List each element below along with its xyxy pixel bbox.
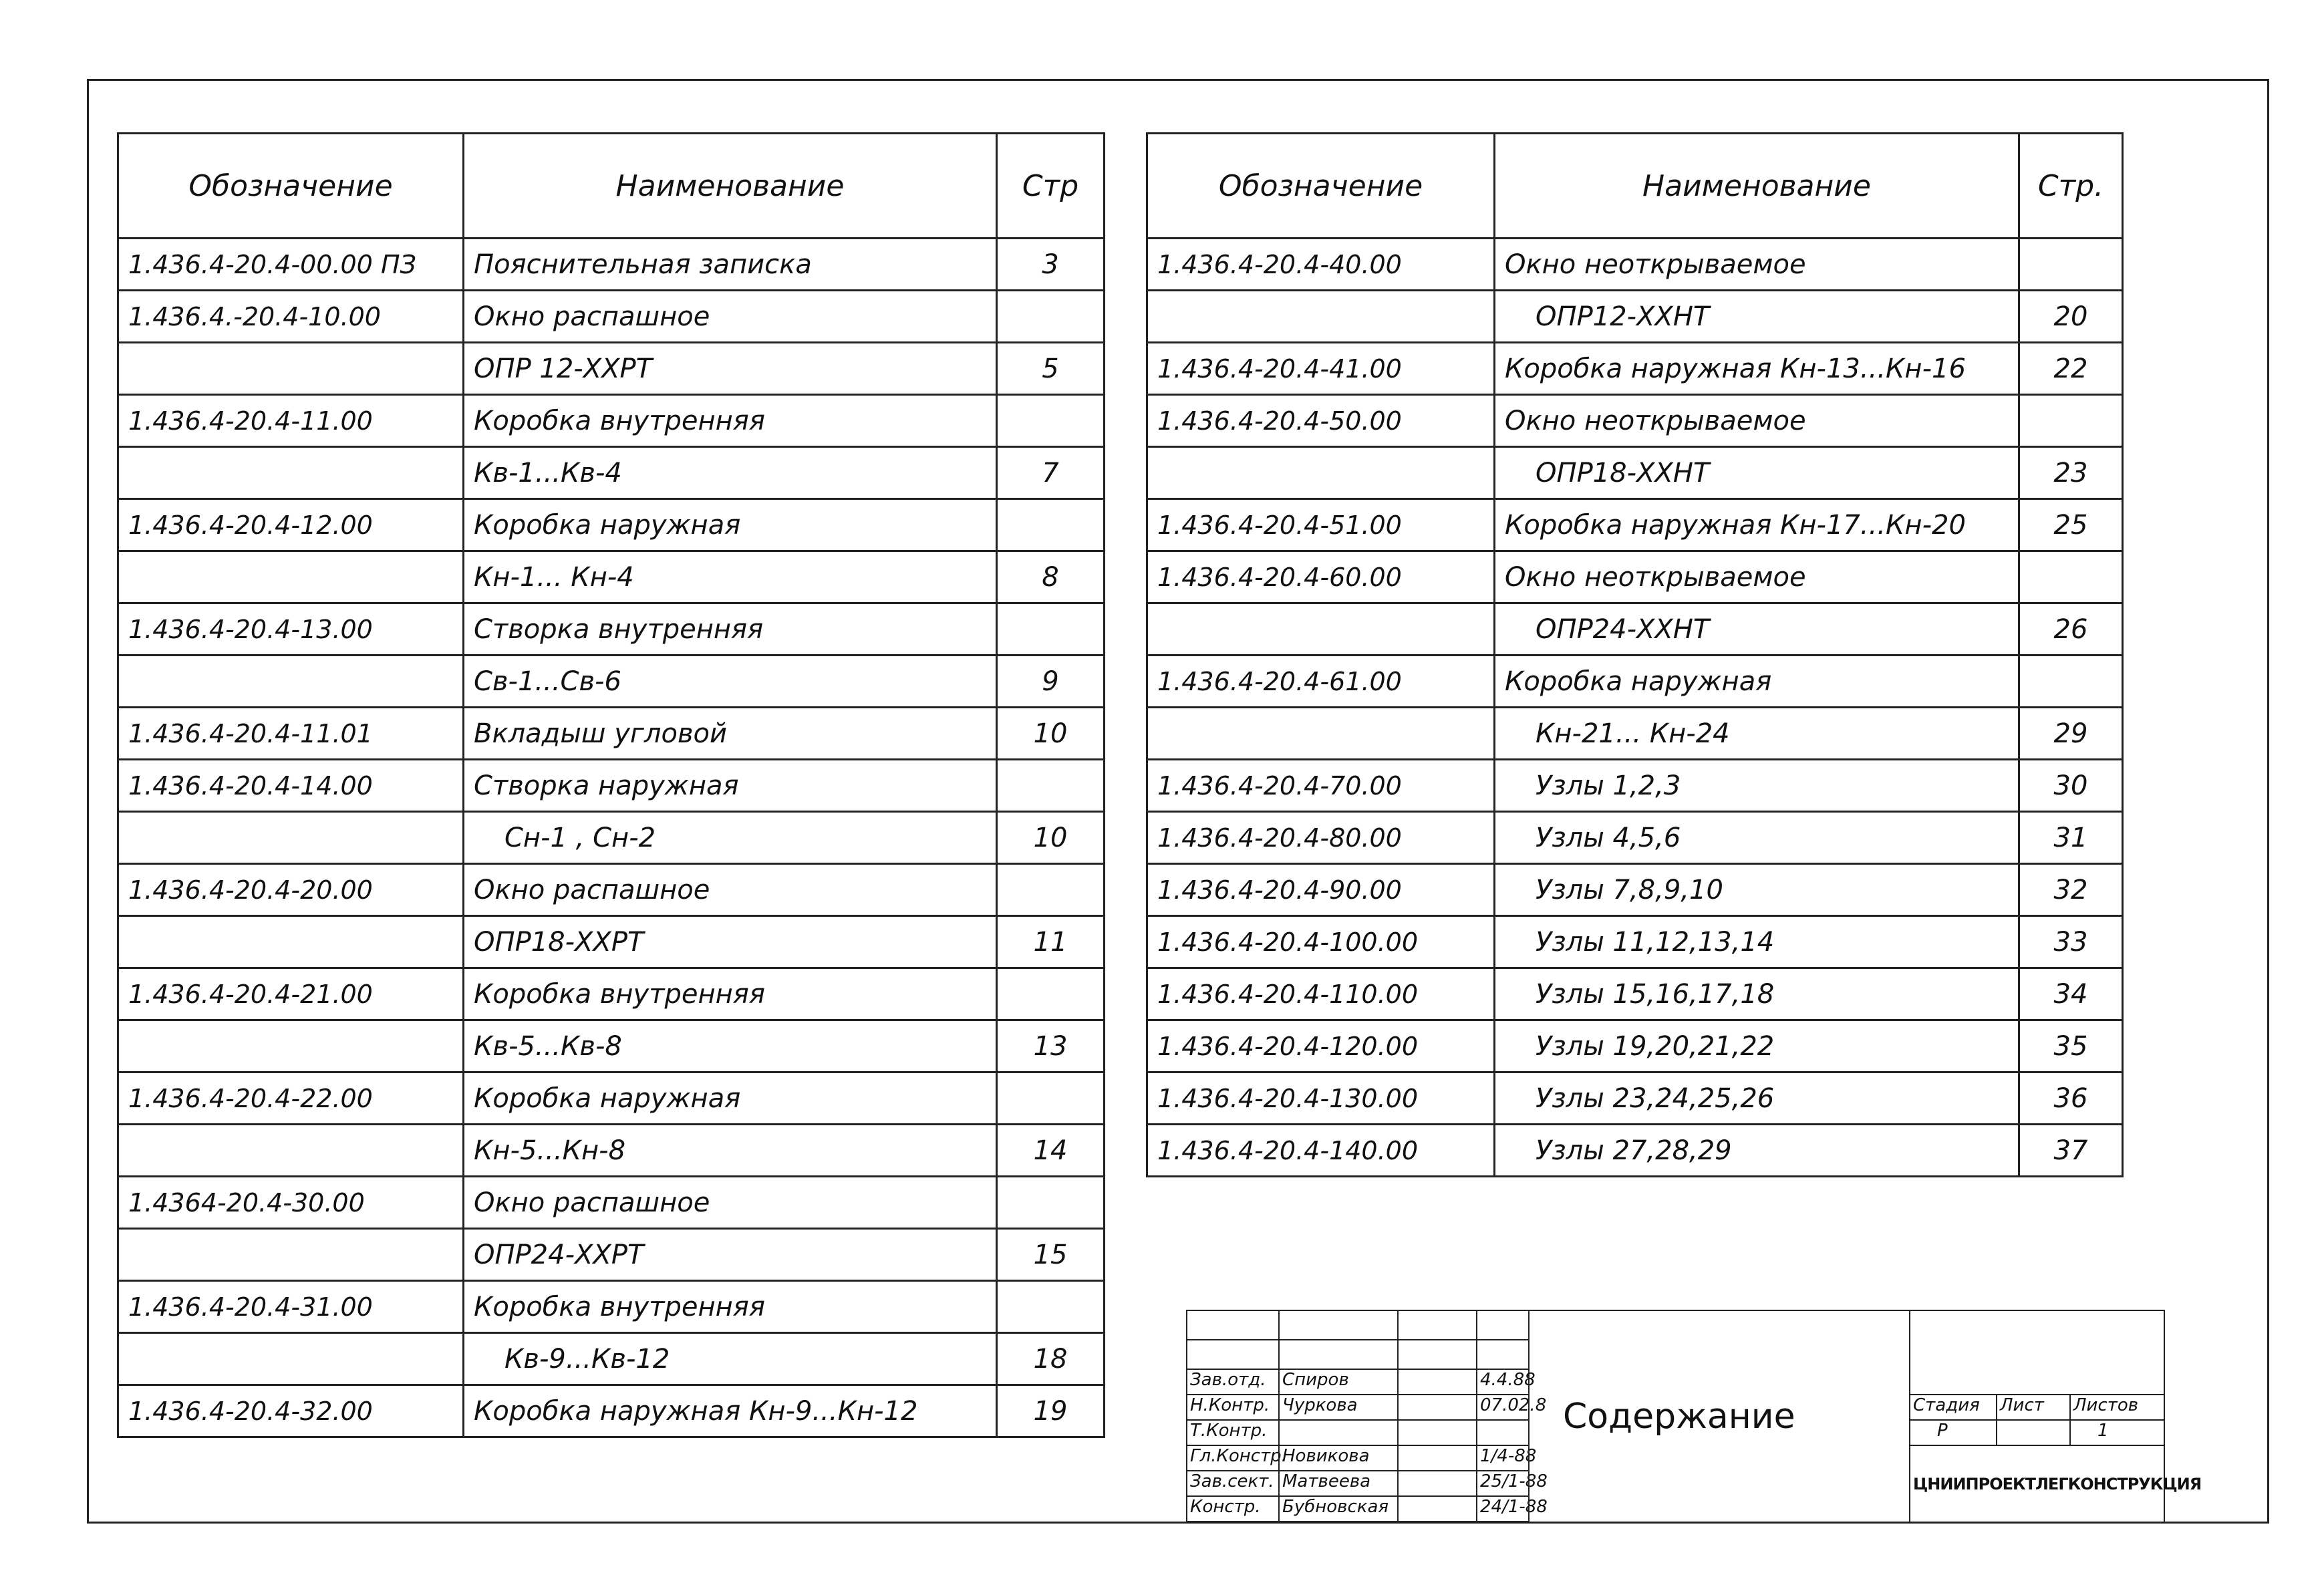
- row-designation: [118, 812, 464, 864]
- row-page: [2019, 395, 2123, 447]
- document-title: Содержание: [1528, 1310, 1910, 1524]
- row-name: Пояснительная записка: [464, 239, 997, 291]
- row-name: Окно распашное: [464, 864, 997, 916]
- row-name: Кв-1...Кв-4: [464, 447, 997, 499]
- row-designation: [118, 916, 464, 968]
- row-name: ОПР18-ХХРТ: [464, 916, 997, 968]
- sheet-value: [1996, 1419, 2071, 1446]
- header-name: Наименование: [464, 134, 997, 239]
- row-name: Узлы 19,20,21,22: [1495, 1020, 2019, 1072]
- header-name: Наименование: [1495, 134, 2019, 239]
- tb-signature: [1397, 1369, 1477, 1395]
- table-row: [118, 395, 1105, 447]
- row-name: ОПР18-ХХНТ: [1495, 447, 2019, 499]
- tb-role: Н.Контр.: [1186, 1394, 1280, 1421]
- contents-table-right: [1146, 132, 2124, 1177]
- table-row: [1147, 291, 2123, 343]
- table-row: [118, 1125, 1105, 1177]
- tb-date: 07.02.8: [1476, 1394, 1530, 1421]
- table-row: [1147, 499, 2123, 551]
- row-page: 10: [997, 708, 1105, 760]
- row-page: [2019, 656, 2123, 708]
- table-row: [1147, 1020, 2123, 1072]
- row-designation: [118, 1333, 464, 1385]
- row-name: Узлы 1,2,3: [1495, 760, 2019, 812]
- row-page: 29: [2019, 708, 2123, 760]
- row-name: Коробка наружная: [1495, 656, 2019, 708]
- row-name: Узлы 23,24,25,26: [1495, 1072, 2019, 1125]
- table-row: [118, 1020, 1105, 1072]
- tb-empty-cell: [1278, 1310, 1399, 1340]
- tb-role: Т.Контр.: [1186, 1419, 1280, 1446]
- organization-name: ЦНИИПРОЕКТЛЕГКОНСТРУКЦИЯ: [1909, 1445, 2165, 1524]
- table-row: [118, 1072, 1105, 1125]
- row-name: Окно распашное: [464, 1177, 997, 1229]
- table-row: [1147, 708, 2123, 760]
- row-name: Кн-21... Кн-24: [1495, 708, 2019, 760]
- sheet-label: Лист: [1996, 1394, 2071, 1421]
- tb-empty-cell: [1397, 1339, 1477, 1370]
- row-page: 33: [2019, 916, 2123, 968]
- row-name: Коробка внутренняя: [464, 395, 997, 447]
- tb-signature: [1397, 1445, 1477, 1471]
- header-designation: Обозначение: [1147, 134, 1495, 239]
- row-designation: 1.4364-20.4-30.00: [118, 1177, 464, 1229]
- row-designation: 1.436.4-20.4-31.00: [118, 1281, 464, 1333]
- row-name: ОПР24-ХХРТ: [464, 1229, 997, 1281]
- table-row: [1147, 656, 2123, 708]
- row-designation: 1.436.4-20.4-22.00: [118, 1072, 464, 1125]
- row-page: [997, 499, 1105, 551]
- row-page: 22: [2019, 343, 2123, 395]
- row-designation: [1147, 603, 1495, 656]
- row-designation: 1.436.4-20.4-13.00: [118, 603, 464, 656]
- table-row: [118, 603, 1105, 656]
- row-name: Коробка наружная: [464, 1072, 997, 1125]
- row-page: [997, 760, 1105, 812]
- table-row: [118, 1281, 1105, 1333]
- row-name: Коробка внутренняя: [464, 1281, 997, 1333]
- tb-empty-cell: [1186, 1310, 1280, 1340]
- row-designation: [118, 551, 464, 603]
- table-row: [1147, 916, 2123, 968]
- table-row: [118, 1177, 1105, 1229]
- row-name: Узлы 27,28,29: [1495, 1125, 2019, 1177]
- row-designation: 1.436.4-20.4-51.00: [1147, 499, 1495, 551]
- row-page: 11: [997, 916, 1105, 968]
- table-row: [118, 864, 1105, 916]
- row-designation: 1.436.4-20.4-11.01: [118, 708, 464, 760]
- contents-table-left: [117, 132, 1105, 1438]
- row-name: Сн-1 , Сн-2: [464, 812, 997, 864]
- row-page: 26: [2019, 603, 2123, 656]
- row-designation: [1147, 447, 1495, 499]
- table-row: [118, 551, 1105, 603]
- row-designation: 1.436.4-20.4-11.00: [118, 395, 464, 447]
- row-designation: 1.436.4-20.4-41.00: [1147, 343, 1495, 395]
- row-page: [997, 864, 1105, 916]
- row-name: Св-1...Св-6: [464, 656, 997, 708]
- row-page: [997, 291, 1105, 343]
- row-designation: 1.436.4-20.4-50.00: [1147, 395, 1495, 447]
- row-designation: 1.436.4.-20.4-10.00: [118, 291, 464, 343]
- tb-role: Гл.Констр.: [1186, 1445, 1280, 1471]
- row-page: 31: [2019, 812, 2123, 864]
- row-page: [997, 1281, 1105, 1333]
- row-name: Коробка внутренняя: [464, 968, 997, 1020]
- row-name: Вкладыш угловой: [464, 708, 997, 760]
- row-page: 5: [997, 343, 1105, 395]
- table-row: [118, 760, 1105, 812]
- row-name: Кн-5...Кн-8: [464, 1125, 997, 1177]
- stage-value: Р: [1909, 1419, 1997, 1446]
- tb-signature: [1397, 1495, 1477, 1522]
- table-row: [118, 812, 1105, 864]
- row-page: [2019, 551, 2123, 603]
- row-page: 18: [997, 1333, 1105, 1385]
- table-row: [118, 239, 1105, 291]
- row-page: 30: [2019, 760, 2123, 812]
- table-row: [1147, 812, 2123, 864]
- table-row: [1147, 343, 2123, 395]
- stage-label: Стадия: [1909, 1394, 1997, 1421]
- row-name: Коробка наружная Кн-13...Кн-16: [1495, 343, 2019, 395]
- row-name: Узлы 11,12,13,14: [1495, 916, 2019, 968]
- title-block: [1186, 1310, 2202, 1524]
- table-header: [1147, 134, 2123, 239]
- row-page: 36: [2019, 1072, 2123, 1125]
- table-row: [118, 656, 1105, 708]
- table-row: [118, 1229, 1105, 1281]
- table-row: [1147, 1072, 2123, 1125]
- table-row: [118, 447, 1105, 499]
- row-designation: 1.436.4-20.4-90.00: [1147, 864, 1495, 916]
- row-name: Коробка наружная Кн-17...Кн-20: [1495, 499, 2019, 551]
- table-row: [118, 291, 1105, 343]
- tb-signature: [1397, 1470, 1477, 1497]
- table-row: [1147, 395, 2123, 447]
- row-designation: 1.436.4-20.4-60.00: [1147, 551, 1495, 603]
- row-designation: 1.436.4-20.4-20.00: [118, 864, 464, 916]
- row-designation: [1147, 708, 1495, 760]
- row-page: [997, 603, 1105, 656]
- row-designation: 1.436.4-20.4-120.00: [1147, 1020, 1495, 1072]
- row-designation: [118, 447, 464, 499]
- table-row: [118, 708, 1105, 760]
- row-name: Узлы 4,5,6: [1495, 812, 2019, 864]
- tb-empty-cell: [1397, 1310, 1477, 1340]
- row-name: Окно неоткрываемое: [1495, 395, 2019, 447]
- row-name: Окно неоткрываемое: [1495, 239, 2019, 291]
- row-designation: 1.436.4-20.4-100.00: [1147, 916, 1495, 968]
- row-page: 37: [2019, 1125, 2123, 1177]
- header-page: Стр: [997, 134, 1105, 239]
- table-row: [1147, 551, 2123, 603]
- row-page: 15: [997, 1229, 1105, 1281]
- row-page: 20: [2019, 291, 2123, 343]
- tb-date: 1/4-88: [1476, 1445, 1530, 1471]
- row-page: 32: [2019, 864, 2123, 916]
- row-page: [997, 395, 1105, 447]
- row-name: Окно распашное: [464, 291, 997, 343]
- table-row: [1147, 968, 2123, 1020]
- tb-person-name: Чуркова: [1278, 1394, 1399, 1421]
- row-name: Кн-1... Кн-4: [464, 551, 997, 603]
- row-page: 35: [2019, 1020, 2123, 1072]
- row-designation: [118, 343, 464, 395]
- table-row: [118, 968, 1105, 1020]
- row-page: 7: [997, 447, 1105, 499]
- table-row: [118, 1333, 1105, 1385]
- row-designation: 1.436.4-20.4-21.00: [118, 968, 464, 1020]
- table-header: [118, 134, 1105, 239]
- row-designation: 1.436.4-20.4-110.00: [1147, 968, 1495, 1020]
- row-name: ОПР12-ХХНТ: [1495, 291, 2019, 343]
- tb-role: Зав.сект.: [1186, 1470, 1280, 1497]
- tb-person-name: Спиров: [1278, 1369, 1399, 1395]
- row-page: 8: [997, 551, 1105, 603]
- tb-empty-cell: [1909, 1310, 2165, 1395]
- row-designation: 1.436.4-20.4-61.00: [1147, 656, 1495, 708]
- row-designation: 1.436.4-20.4-130.00: [1147, 1072, 1495, 1125]
- row-name: Кв-9...Кв-12: [464, 1333, 997, 1385]
- table-row: [1147, 760, 2123, 812]
- row-designation: 1.436.4-20.4-00.00 ПЗ: [118, 239, 464, 291]
- table-row: [1147, 864, 2123, 916]
- row-designation: 1.436.4-20.4-32.00: [118, 1385, 464, 1437]
- row-page: 23: [2019, 447, 2123, 499]
- row-designation: 1.436.4-20.4-12.00: [118, 499, 464, 551]
- row-name: Кв-5...Кв-8: [464, 1020, 997, 1072]
- tb-person-name: Матвеева: [1278, 1470, 1399, 1497]
- row-designation: [118, 1020, 464, 1072]
- row-designation: [118, 656, 464, 708]
- row-page: 13: [997, 1020, 1105, 1072]
- sheet-number-value: 1: [2069, 1419, 2165, 1446]
- row-designation: 1.436.4-20.4-14.00: [118, 760, 464, 812]
- sheets-label: Листов: [2069, 1394, 2165, 1421]
- tb-person-name: Бубновская: [1278, 1495, 1399, 1522]
- row-page: [997, 1072, 1105, 1125]
- row-page: 34: [2019, 968, 2123, 1020]
- header-page: Стр.: [2019, 134, 2123, 239]
- row-designation: 1.436.4-20.4-140.00: [1147, 1125, 1495, 1177]
- header-designation: Обозначение: [118, 134, 464, 239]
- tb-person-name: [1278, 1419, 1399, 1446]
- row-designation: 1.436.4-20.4-70.00: [1147, 760, 1495, 812]
- tb-empty-cell: [1476, 1339, 1530, 1370]
- row-page: 19: [997, 1385, 1105, 1437]
- row-name: Узлы 7,8,9,10: [1495, 864, 2019, 916]
- tb-date: 24/1-88: [1476, 1495, 1530, 1522]
- row-page: [2019, 239, 2123, 291]
- tb-date: 4.4.88: [1476, 1369, 1530, 1395]
- row-page: 10: [997, 812, 1105, 864]
- row-designation: 1.436.4-20.4-80.00: [1147, 812, 1495, 864]
- row-page: 14: [997, 1125, 1105, 1177]
- table-row: [1147, 239, 2123, 291]
- row-page: [997, 968, 1105, 1020]
- row-page: 3: [997, 239, 1105, 291]
- table-row: [1147, 1125, 2123, 1177]
- table-row: [118, 499, 1105, 551]
- tb-signature: [1397, 1394, 1477, 1421]
- row-page: 9: [997, 656, 1105, 708]
- row-name: Коробка наружная: [464, 499, 997, 551]
- table-row: [118, 916, 1105, 968]
- table-row: [118, 1385, 1105, 1437]
- tb-signature: [1397, 1419, 1477, 1446]
- tb-person-name: Новикова: [1278, 1445, 1399, 1471]
- table-row: [118, 343, 1105, 395]
- row-name: ОПР 12-ХХРТ: [464, 343, 997, 395]
- row-designation: [118, 1125, 464, 1177]
- tb-empty-cell: [1186, 1339, 1280, 1370]
- row-name: Створка внутренняя: [464, 603, 997, 656]
- row-page: 25: [2019, 499, 2123, 551]
- table-row: [1147, 447, 2123, 499]
- tb-empty-cell: [1278, 1339, 1399, 1370]
- row-name: Окно неоткрываемое: [1495, 551, 2019, 603]
- row-page: [997, 1177, 1105, 1229]
- row-name: Коробка наружная Кн-9...Кн-12: [464, 1385, 997, 1437]
- row-designation: 1.436.4-20.4-40.00: [1147, 239, 1495, 291]
- tb-role: Констр.: [1186, 1495, 1280, 1522]
- table-row: [1147, 603, 2123, 656]
- tb-empty-cell: [1476, 1310, 1530, 1340]
- row-designation: [118, 1229, 464, 1281]
- tb-role: Зав.отд.: [1186, 1369, 1280, 1395]
- tb-date: [1476, 1419, 1530, 1446]
- row-name: Створка наружная: [464, 760, 997, 812]
- row-designation: [1147, 291, 1495, 343]
- row-name: Узлы 15,16,17,18: [1495, 968, 2019, 1020]
- tb-date: 25/1-88: [1476, 1470, 1530, 1497]
- row-name: ОПР24-ХХНТ: [1495, 603, 2019, 656]
